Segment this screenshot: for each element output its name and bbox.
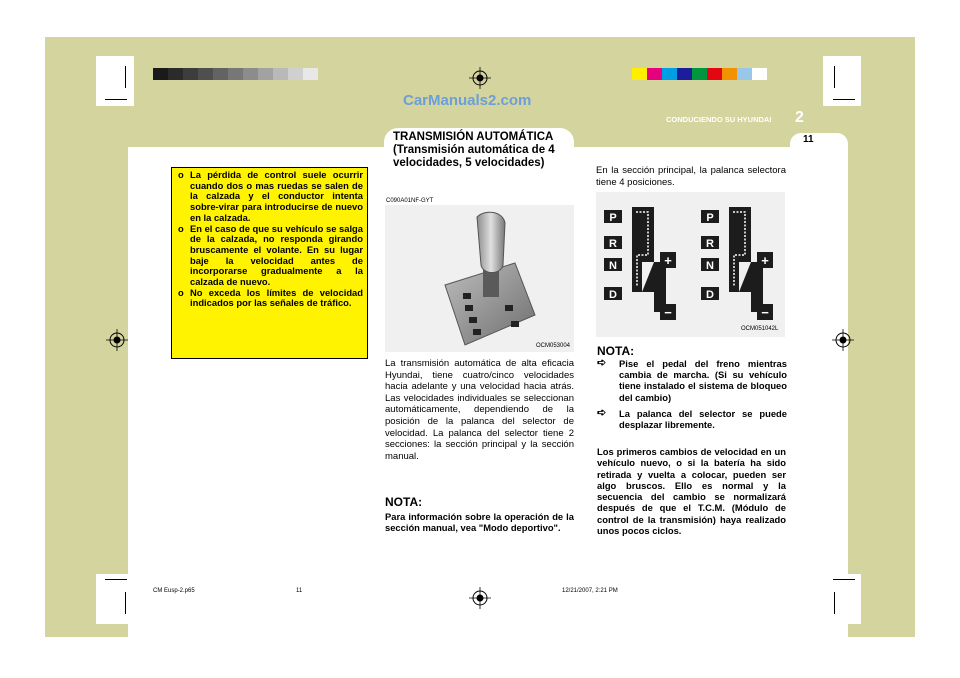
crop-mark xyxy=(105,99,127,100)
gear-letter-r: R xyxy=(609,238,617,250)
gray-swatch xyxy=(183,68,198,80)
image-caption: OCM053004 xyxy=(536,343,571,349)
warning-text: La pérdida de control suele ocurrir cuando dos o mas ruedas se salen de la calzada y el conductor intenta sobre-virar para introducirse de nuevo en la calzada. xyxy=(190,169,363,223)
note-item xyxy=(597,408,787,430)
gray-swatch xyxy=(168,68,183,80)
minus-label: − xyxy=(664,305,672,320)
note-heading: NOTA: xyxy=(597,344,635,358)
plus-label: + xyxy=(664,253,672,268)
color-swatch xyxy=(647,68,662,80)
warning-item xyxy=(178,170,363,224)
registration-mark-icon xyxy=(469,67,491,89)
minus-label: − xyxy=(761,305,769,320)
gear-letter-p: P xyxy=(609,212,617,224)
crop-mark xyxy=(125,66,126,88)
registration-mark-icon xyxy=(106,329,128,351)
gray-swatch xyxy=(243,68,258,80)
note-text: Para información sobre la operación de la sección manual, vea "Modo deportivo". xyxy=(385,511,574,534)
warning-item xyxy=(178,288,363,309)
color-calibration-bar xyxy=(632,68,767,80)
crop-mark-corner xyxy=(823,574,861,624)
note-item xyxy=(597,358,787,403)
warning-text: En el caso de que su vehículo se salga de la calzada, no responda girando bruscamente el volante. En su lugar baje la velocidad antes de incorporarse gradualmente a la calzada de nuevo. xyxy=(190,222,363,288)
gear-letter-d: D xyxy=(609,289,617,301)
registration-mark-icon xyxy=(832,329,854,351)
gear-letter-n: N xyxy=(706,260,714,272)
color-swatch xyxy=(722,68,737,80)
bullet-icon: o xyxy=(178,222,184,234)
footer-date: 12/21/2007, 2:21 PM xyxy=(562,588,618,594)
crop-mark xyxy=(834,592,835,614)
gray-swatch xyxy=(198,68,213,80)
note-item-text: Pise el pedal del freno mientras cambia de marcha. (Si su vehículo tiene instalado el sistema de bloqueo del cambio) xyxy=(619,358,787,403)
paragraph: La transmisión automática de alta eficacia Hyundai, tiene cuatro/cinco velocidades hacia adelante y una velocidad hacia atrás. Las velocidades individuales se seleccionan automáticamente, dependiendo de la posición de la palanca del selector de velocidad. La palanca del selector tiene 2 secciones: la sección principal y la sección manual. xyxy=(385,358,574,462)
gray-swatch xyxy=(213,68,228,80)
shift-pattern-image xyxy=(596,192,785,337)
registration-mark-icon xyxy=(469,587,491,609)
gear-letter-d: D xyxy=(706,289,714,301)
gear-lever-image xyxy=(385,205,574,352)
watermark: CarManuals2.com xyxy=(403,92,532,109)
footer-page: 11 xyxy=(296,588,303,594)
warning-item xyxy=(178,224,363,288)
bullet-icon: o xyxy=(178,169,184,180)
image-caption: OCM051042L xyxy=(741,326,779,332)
section-code: C090A01NF-GYT xyxy=(386,198,434,204)
warning-text: No exceda los límites de velocidad indicados por las señales de tráfico. xyxy=(190,286,363,309)
gray-swatch xyxy=(258,68,273,80)
gear-letter-r: R xyxy=(706,238,714,250)
color-swatch xyxy=(662,68,677,80)
paragraph: En la sección principal, la palanca selectora tiene 4 posiciones. xyxy=(596,165,786,188)
crop-mark xyxy=(833,99,855,100)
plus-label: + xyxy=(761,253,769,268)
color-swatch xyxy=(707,68,722,80)
footer-filename: CM Eusp-2.p65 xyxy=(153,588,195,594)
shift-pattern-right xyxy=(701,207,773,320)
note-heading: NOTA: xyxy=(385,495,423,509)
gear-letter-n: N xyxy=(609,260,617,272)
crop-mark xyxy=(834,66,835,88)
color-swatch xyxy=(737,68,752,80)
gray-swatch xyxy=(273,68,288,80)
shift-pattern-diagram xyxy=(596,192,785,337)
gear-letter-p: P xyxy=(706,212,714,224)
bullet-icon: o xyxy=(178,286,184,298)
color-swatch xyxy=(677,68,692,80)
gray-swatch xyxy=(228,68,243,80)
arrow-icon: ➪ xyxy=(597,357,607,369)
crop-mark-corner xyxy=(96,574,134,624)
page-number: 11 xyxy=(803,134,814,145)
crop-mark xyxy=(125,592,126,614)
note-item-text: La palanca del selector se puede desplazar libremente. xyxy=(619,408,787,431)
page-number-tab xyxy=(790,133,848,155)
gray-calibration-bar xyxy=(153,68,318,80)
color-swatch xyxy=(692,68,707,80)
chapter-label: CONDUCIENDO SU HYUNDAI xyxy=(666,115,772,124)
color-swatch xyxy=(752,68,767,80)
chapter-number: 2 xyxy=(795,109,804,126)
note-paragraph: Los primeros cambios de velocidad en un vehículo nuevo, o si la batería ha sido retirada y vuelta a colocar, pueden ser algo bruscos. Ello es normal y la secuencia del cambio se normalizará después de que el T.C.M. (Módulo de control de la transmisión) haya realizado unos pocos ciclos. xyxy=(597,446,786,537)
gray-swatch xyxy=(303,68,318,80)
warning-box xyxy=(171,167,368,359)
gray-swatch xyxy=(153,68,168,80)
gray-swatch xyxy=(288,68,303,80)
crop-mark xyxy=(105,579,127,580)
shift-pattern-left xyxy=(604,207,676,320)
section-title: TRANSMISIÓN AUTOMÁTICA (Transmisión automática de 4 velocidades, 5 velocidades) xyxy=(393,131,555,169)
arrow-icon: ➪ xyxy=(597,407,607,419)
gear-lever-icon xyxy=(385,205,574,352)
color-swatch xyxy=(632,68,647,80)
crop-mark xyxy=(833,579,855,580)
